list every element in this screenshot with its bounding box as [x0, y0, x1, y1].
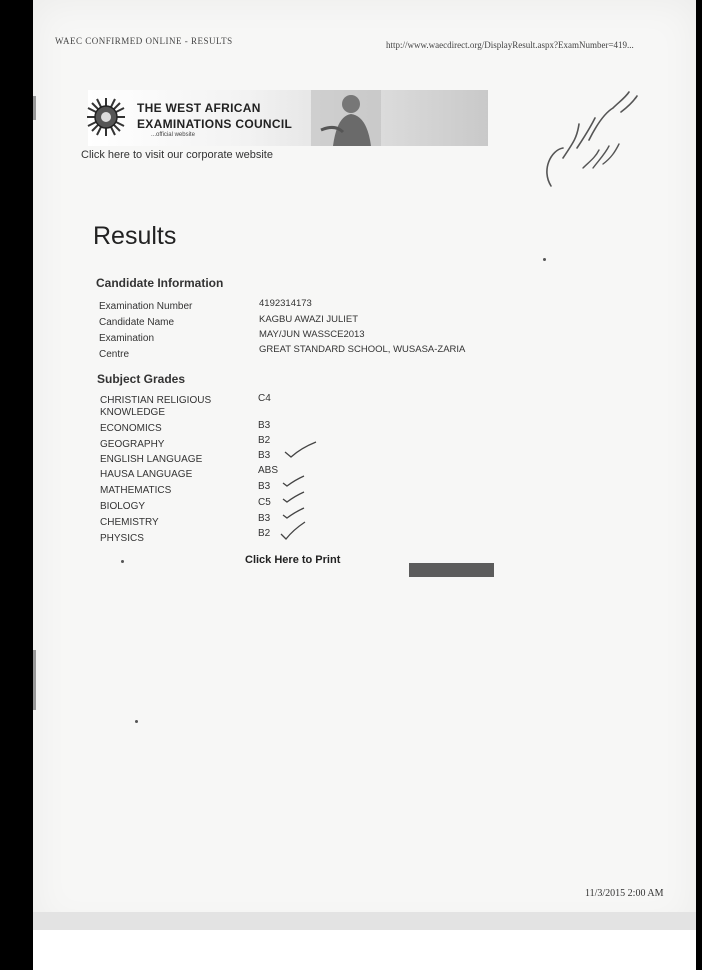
subject-grade: B2 — [258, 435, 271, 446]
subject-name: CHEMISTRY — [100, 517, 159, 528]
brand-line-2: EXAMINATIONS COUNCIL — [137, 117, 293, 131]
candidate-name-value: KAGBU AWAZI JULIET — [259, 314, 359, 325]
subject-grade: C4 — [258, 393, 271, 404]
subject-name: BIOLOGY — [100, 501, 146, 512]
subject-name: CHRISTIAN RELIGIOUS KNOWLEDGE — [100, 395, 212, 418]
checkmark-icon — [283, 440, 319, 460]
checkmark-icon — [281, 490, 307, 504]
scan-speck — [543, 258, 546, 261]
banner-figure-image — [311, 90, 381, 146]
scan-speck — [135, 720, 138, 723]
print-header-title: WAEC CONFIRMED ONLINE - RESULTS — [55, 36, 233, 46]
subject-grade: B3 — [258, 481, 271, 492]
subject-name: HAUSA LANGUAGE — [100, 469, 193, 480]
examination-value: MAY/JUN WASSCE2013 — [259, 329, 365, 340]
page-title: Results — [93, 222, 177, 250]
subject-grade: B3 — [258, 420, 271, 431]
subject-name: ENGLISH LANGUAGE — [100, 454, 203, 465]
subject-grade: ABS — [258, 465, 279, 476]
scan-artifact — [33, 650, 36, 710]
scan-artifact — [33, 96, 36, 120]
centre-value: GREAT STANDARD SCHOOL, WUSASA-ZARIA — [259, 344, 466, 355]
subject-grade: C5 — [258, 497, 271, 508]
examination-label: Examination — [99, 333, 155, 344]
candidate-info-heading: Candidate Information — [96, 276, 224, 290]
checkmark-icon — [279, 520, 309, 542]
page-bottom-edge — [33, 912, 696, 930]
subject-grade: B3 — [258, 450, 271, 461]
checkmark-icon — [281, 474, 307, 488]
scan-speck — [121, 560, 124, 563]
print-link[interactable]: Click Here to Print — [245, 554, 341, 566]
subject-name: ECONOMICS — [100, 423, 162, 434]
subject-grade: B3 — [258, 513, 271, 524]
subject-name: GEOGRAPHY — [100, 439, 165, 450]
photo-frame-left — [0, 0, 33, 970]
handwritten-annotation — [533, 88, 653, 198]
centre-label: Centre — [99, 349, 130, 360]
checkmark-icon — [281, 506, 307, 520]
redaction-bar — [409, 563, 494, 577]
brand-tagline: ...official website — [151, 132, 195, 138]
exam-number-label: Examination Number — [99, 301, 193, 312]
waec-logo-icon — [85, 96, 127, 138]
corporate-website-link[interactable]: Click here to visit our corporate website — [81, 149, 273, 161]
candidate-name-label: Candidate Name — [99, 317, 175, 328]
subject-grades-heading: Subject Grades — [97, 372, 186, 386]
brand-line-1: THE WEST AFRICAN — [137, 101, 261, 115]
subject-grade: B2 — [258, 528, 271, 539]
exam-number-value: 4192314173 — [259, 298, 312, 309]
photo-frame-right — [696, 0, 702, 970]
subject-name: MATHEMATICS — [100, 485, 172, 496]
print-header-url: http://www.waecdirect.org/DisplayResult.aspx?ExamNumber=419... — [386, 40, 634, 50]
scanned-page — [33, 0, 696, 930]
print-timestamp: 11/3/2015 2:00 AM — [585, 888, 664, 899]
subject-name: PHYSICS — [100, 533, 144, 544]
